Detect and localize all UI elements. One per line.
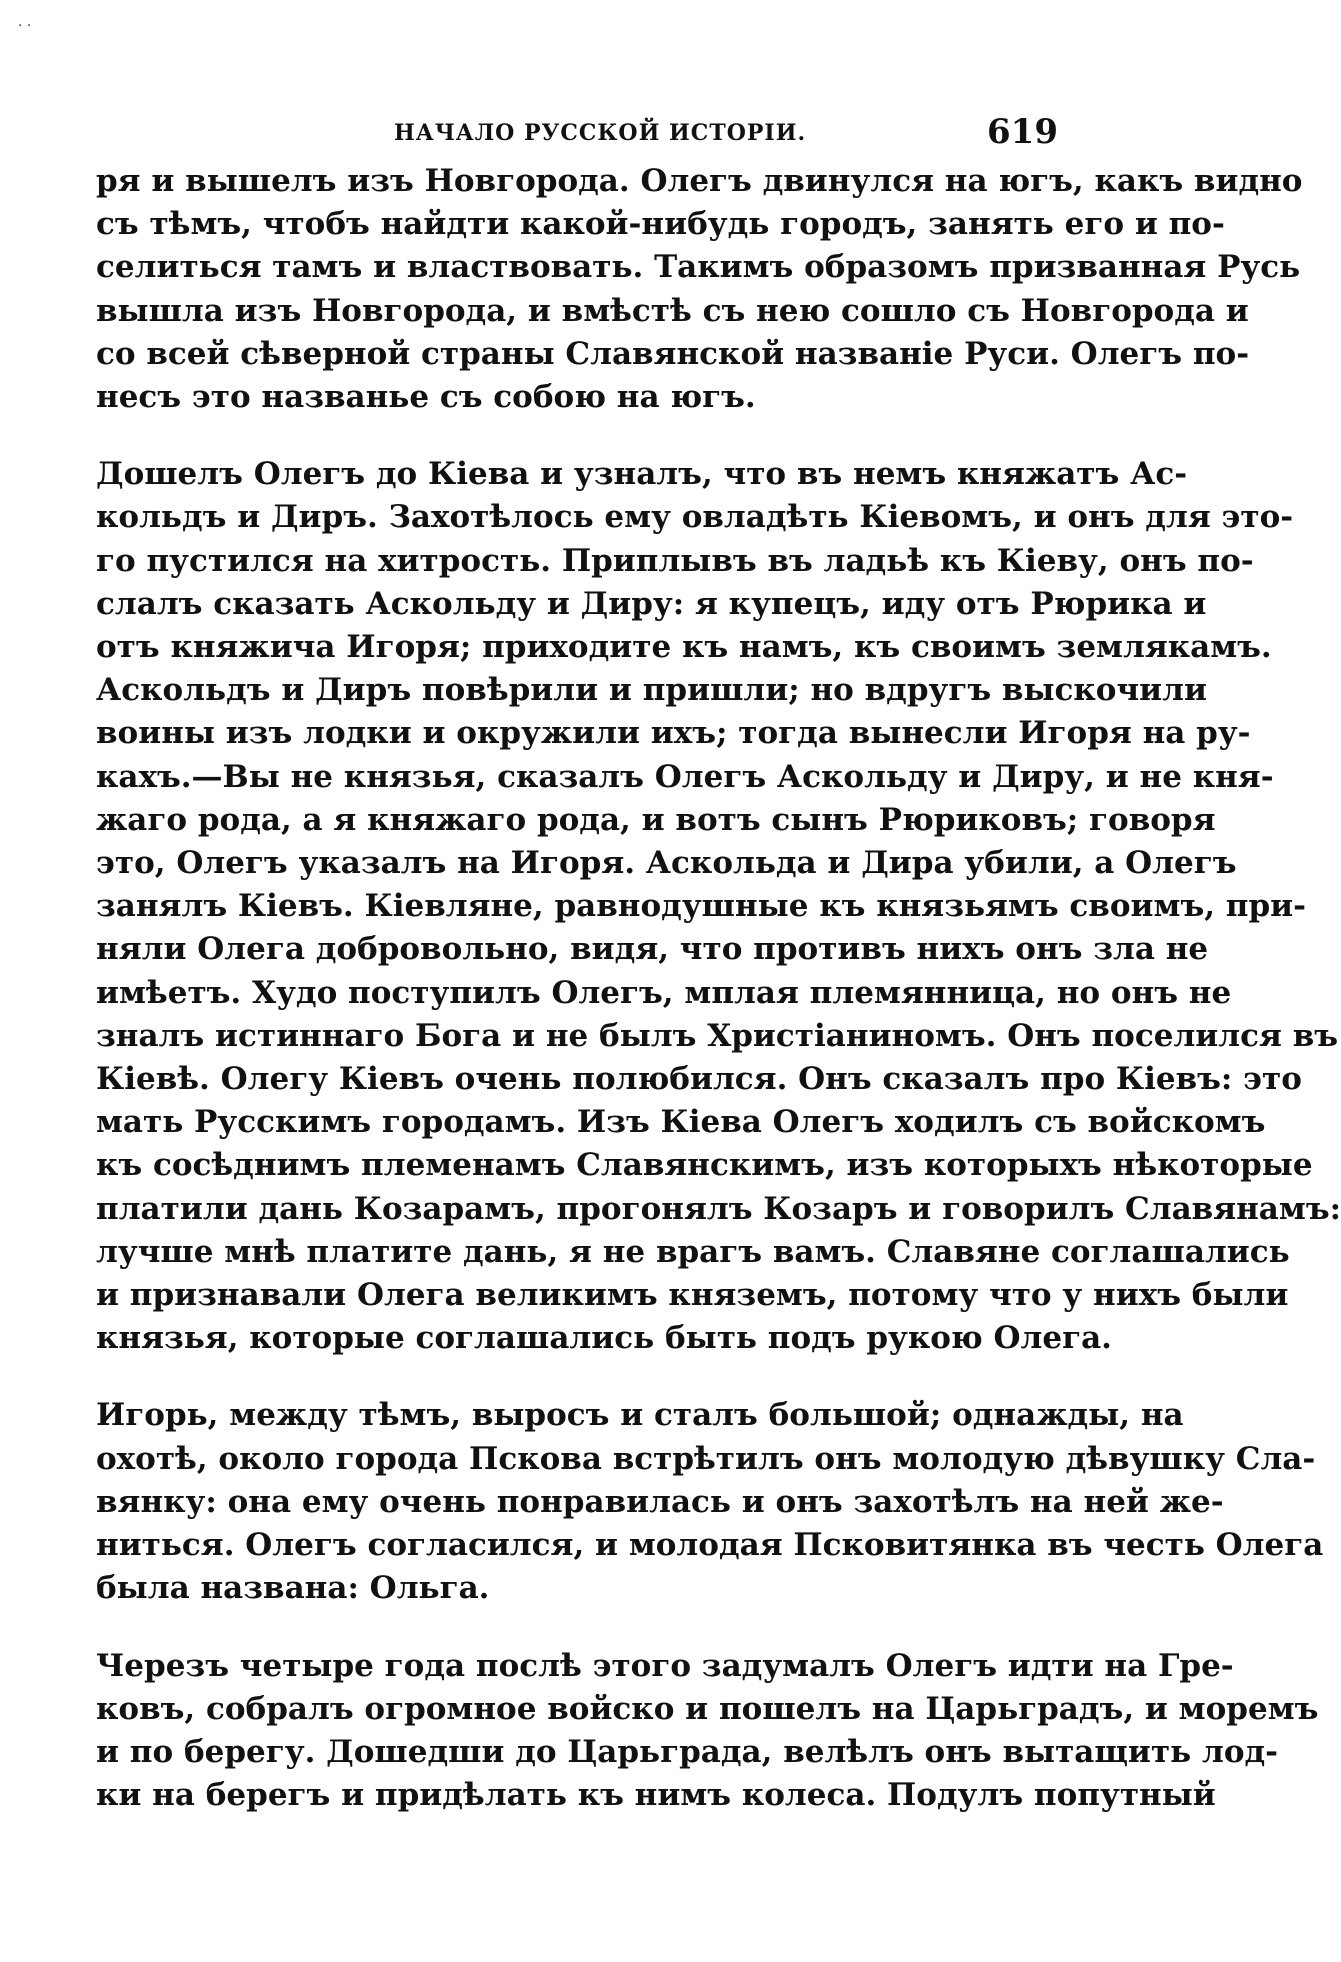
- text-line: князья, которые соглашались быть подъ рукою Олега.: [96, 1320, 1112, 1357]
- text-line: и по берегу. Дошедши до Царьграда, велѣлъ онъ вытащить лод-: [96, 1733, 1279, 1770]
- text-line: со всей сѣверной страны Славянской названіе Руси. Олегъ по-: [96, 335, 1250, 372]
- text-line: го пустился на хитрость. Приплывъ въ ладьѣ къ Кіеву, онъ по-: [96, 542, 1254, 579]
- text-line: няли Олега добровольно, видя, что противъ нихъ онъ зла не: [96, 931, 1209, 968]
- text-line: была названа: Ольга.: [96, 1570, 490, 1607]
- text-line: воины изъ лодки и окружили ихъ; тогда вынесли Игоря на ру-: [96, 715, 1251, 752]
- text-line: съ тѣмъ, чтобъ найдти какой-нибудь городъ, занять его и по-: [96, 206, 1225, 243]
- page-number: 619: [987, 112, 1058, 152]
- running-title: НАЧАЛО РУССКОЙ ИСТОРІИ.: [394, 120, 807, 146]
- text-line: ковъ, собралъ огромное войско и пошелъ на Царьградъ, и моремъ: [96, 1690, 1319, 1727]
- text-line: Черезъ четыре года послѣ этого задумалъ Олегъ идти на Гре-: [96, 1647, 1234, 1684]
- text-line: и признавали Олега великимъ княземъ, потому что у нихъ были: [96, 1277, 1289, 1314]
- text-line: Кіевѣ. Олегу Кіевъ очень полюбился. Онъ сказалъ про Кіевъ: это: [96, 1061, 1302, 1098]
- text-line: Аскольдъ и Диръ повѣрили и пришли; но вдругъ выскочили: [96, 672, 1208, 709]
- text-line: имѣетъ. Худо поступилъ Олегъ, мплая племянница, но онъ не: [96, 974, 1232, 1011]
- page-header: [96, 100, 1060, 160]
- scan-specks: · ·: [18, 18, 32, 34]
- text-line: платили дань Козарамъ, прогонялъ Козаръ и говорилъ Славянамъ:: [96, 1190, 1341, 1227]
- text-line: кольдъ и Диръ. Захотѣлось ему овладѣть Кіевомъ, и онъ для это-: [96, 499, 1294, 536]
- text-line: слалъ сказать Аскольду и Диру: я купецъ, иду отъ Рюрика и: [96, 585, 1207, 622]
- text-line: охотѣ, около города Пскова встрѣтилъ онъ молодую дѣвушку Сла-: [96, 1440, 1316, 1477]
- text-line: Дошелъ Олегъ до Кіева и узналъ, что въ немъ княжатъ Ас-: [96, 456, 1188, 493]
- text-line: ки на берегъ и придѣлать къ нимъ колеса. Подулъ попутный: [96, 1777, 1216, 1814]
- text-line: это, Олегъ указалъ на Игоря. Аскольда и Дира убили, а Олегъ: [96, 845, 1237, 882]
- text-line: ниться. Олегъ согласился, и молодая Псковитянка въ честь Олега: [96, 1527, 1324, 1564]
- text-line: ря и вышелъ изъ Новгорода. Олегъ двинулся на югъ, какъ видно: [96, 163, 1303, 199]
- text-line: къ сосѣднимъ племенамъ Славянскимъ, изъ которыхъ нѣкоторые: [96, 1147, 1313, 1184]
- text-line: вянку: она ему очень понравилась и онъ захотѣлъ на ней же-: [96, 1483, 1224, 1520]
- text-line: занялъ Кіевъ. Кіевляне, равнодушные къ князьямъ своимъ, при-: [96, 888, 1307, 925]
- paragraph: [96, 453, 1341, 1360]
- book-page: [96, 100, 1341, 1851]
- paragraph: [96, 1645, 1319, 1818]
- text-line: вышла изъ Новгорода, и вмѣстѣ съ нею сошло съ Новгорода и: [96, 292, 1249, 329]
- text-line: отъ княжича Игоря; приходите къ намъ, къ своимъ землякамъ.: [96, 629, 1272, 666]
- text-line: селиться тамъ и властвовать. Такимъ образомъ призванная Русь: [96, 249, 1301, 286]
- text-line: кахъ.—Вы не князья, сказалъ Олегъ Аскольду и Диру, и не кня-: [96, 758, 1274, 795]
- body-text: [96, 160, 1341, 1817]
- text-line: несъ это названье съ собою на югъ.: [96, 379, 756, 416]
- text-line: жаго рода, а я княжаго рода, и вотъ сынъ Рюриковъ; говоря: [96, 801, 1216, 838]
- paragraph: [96, 1394, 1324, 1610]
- text-line: мать Русскимъ городамъ. Изъ Кіева Олегъ ходилъ съ войскомъ: [96, 1104, 1266, 1141]
- text-line: Игорь, между тѣмъ, выросъ и сталъ большой; однажды, на: [96, 1397, 1184, 1434]
- text-line: лучше мнѣ платите дань, я не врагъ вамъ. Славяне соглашались: [96, 1233, 1290, 1270]
- paragraph: [96, 160, 1303, 419]
- text-line: зналъ истиннаго Бога и не былъ Христіаниномъ. Онъ поселился въ: [96, 1017, 1339, 1054]
